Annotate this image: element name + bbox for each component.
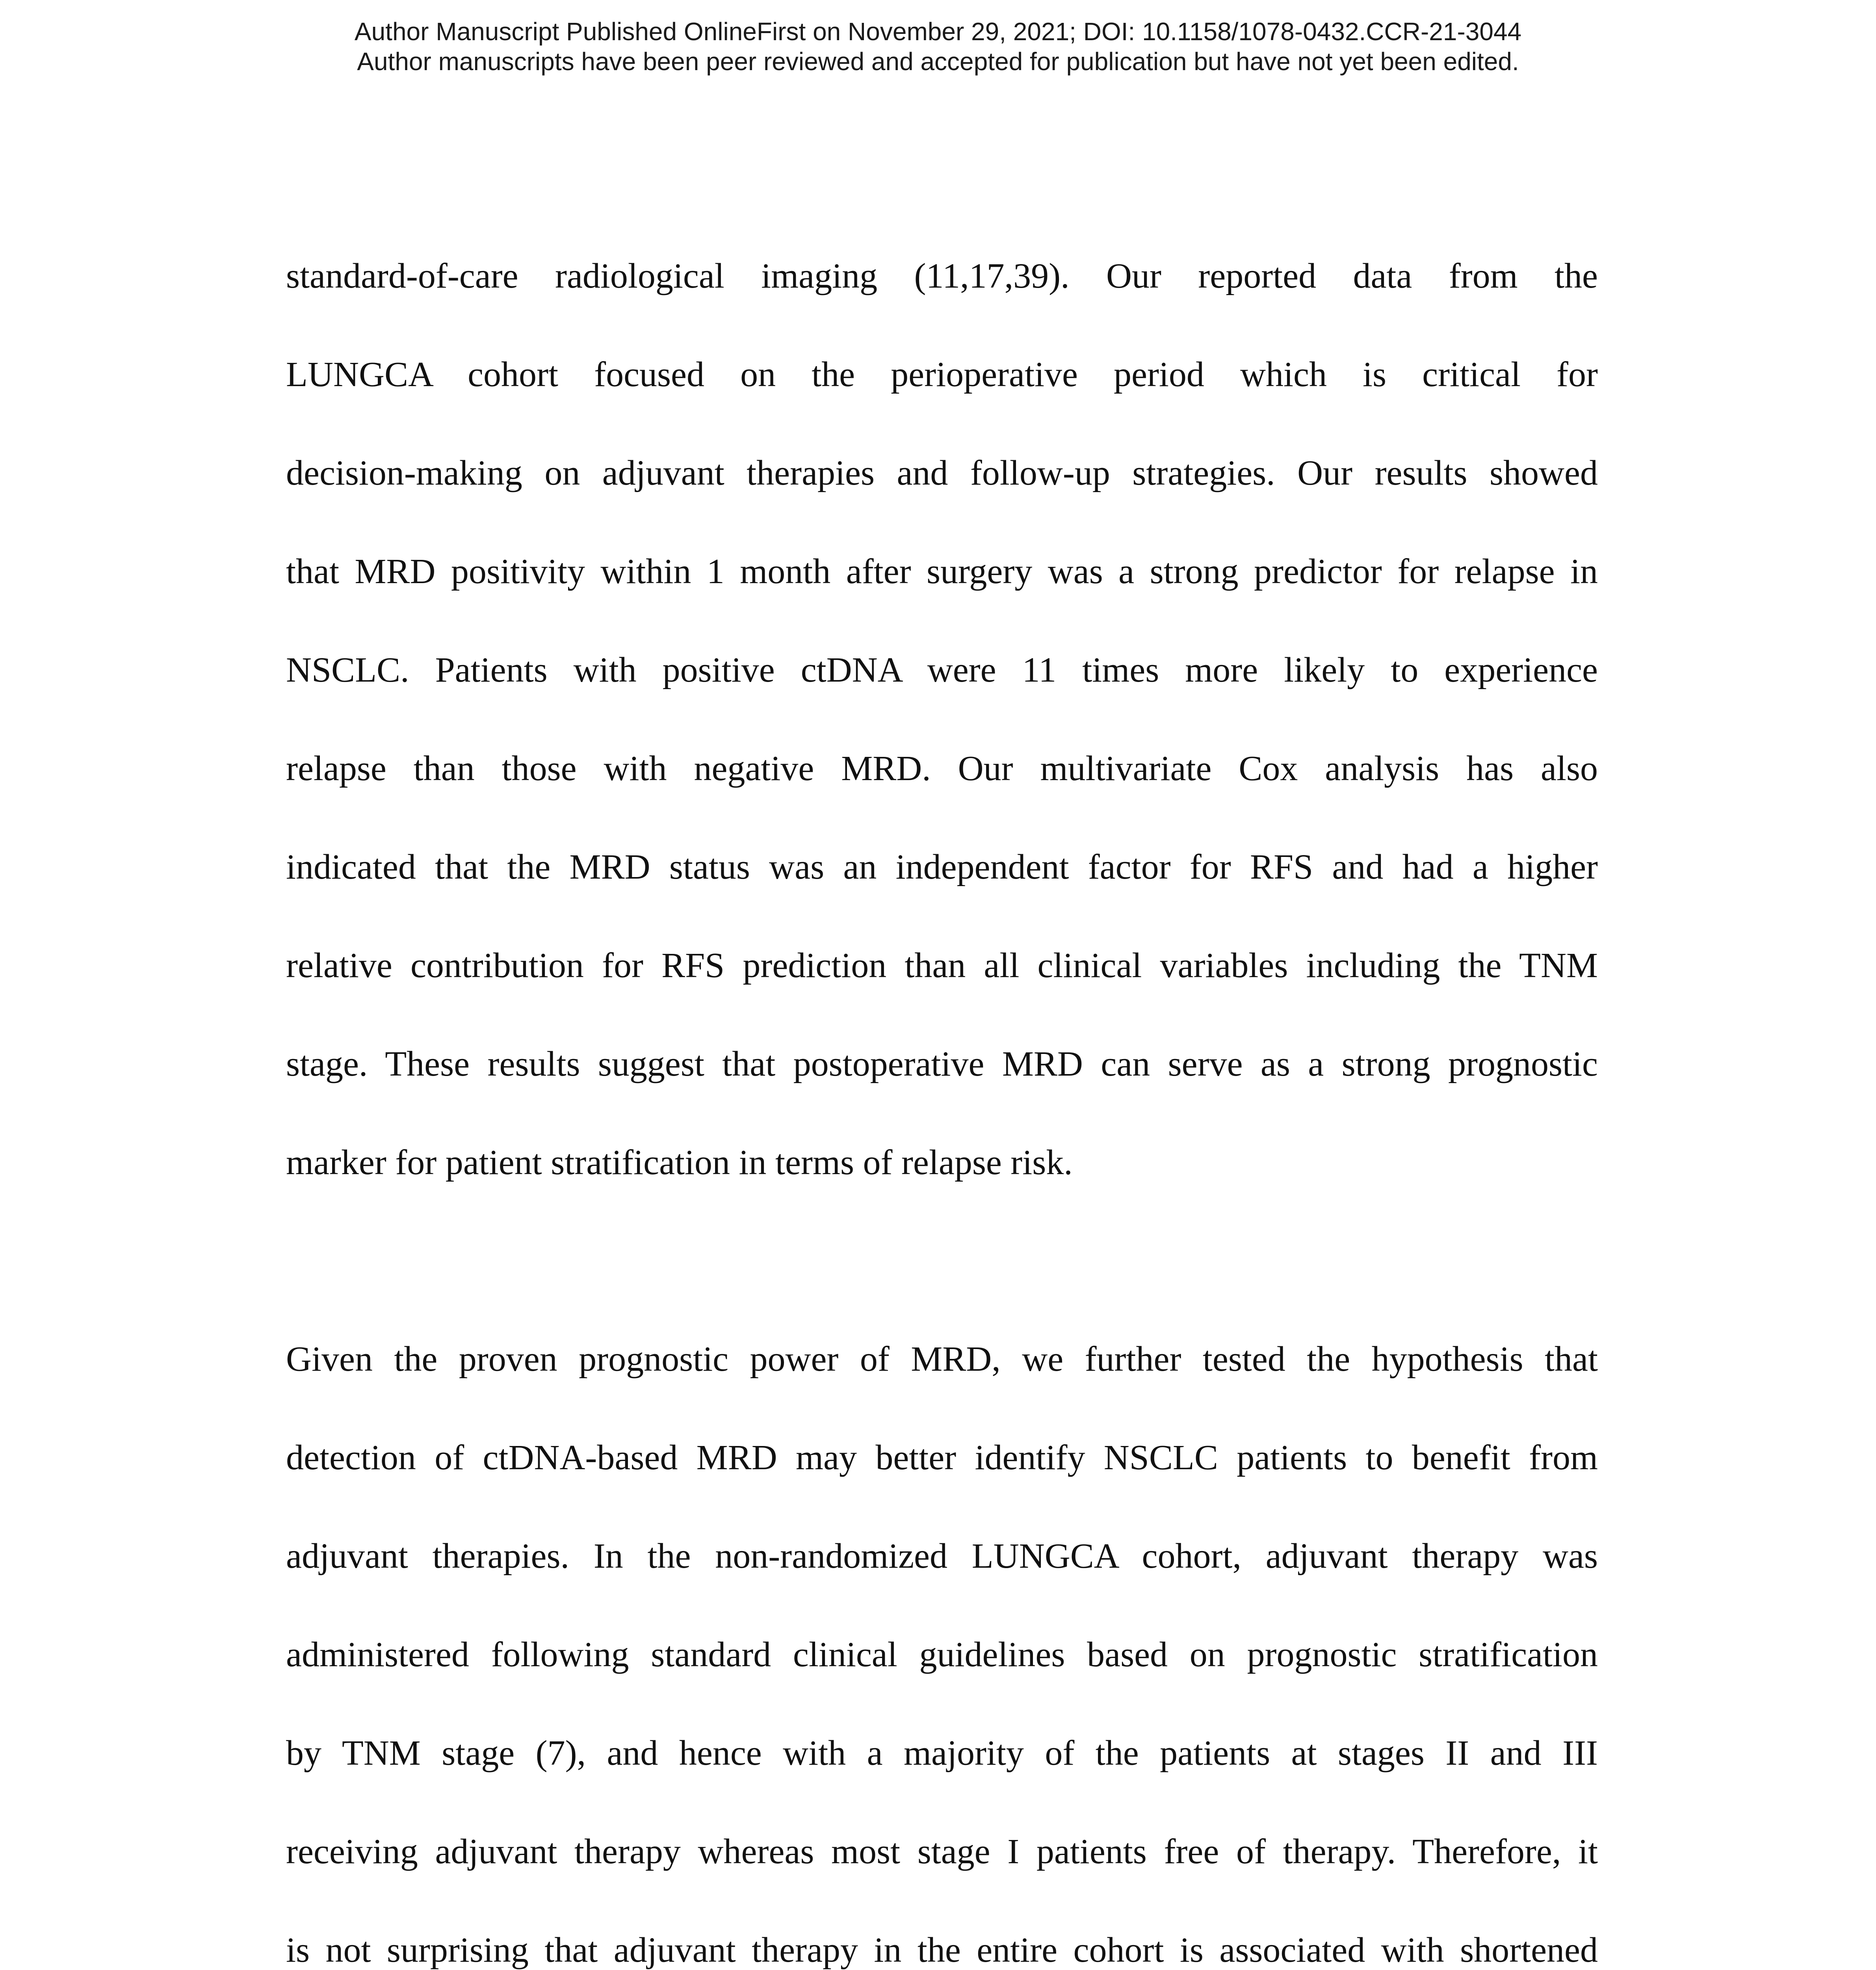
manuscript-header — [0, 17, 1876, 76]
text-line: marker for patient stratification in terms of relapse risk. — [286, 1143, 1073, 1182]
text-line: indicated that the MRD status was an independent factor for RFS and had a higher — [286, 847, 1598, 886]
text-line: administered following standard clinical guidelines based on prognostic stratification — [286, 1635, 1598, 1674]
header-line-review-note: Author manuscripts have been peer reviewed and accepted for publication but have not yet been edited. — [357, 47, 1519, 76]
text-line: adjuvant therapies. In the non-randomized LUNGCA cohort, adjuvant therapy was — [286, 1537, 1598, 1576]
text-line: NSCLC. Patients with positive ctDNA were 11 times more likely to experience — [286, 650, 1598, 690]
header-line-publication: Author Manuscript Published OnlineFirst on November 29, 2021; DOI: 10.1158/1078-0432.CCR-21-3044 — [354, 17, 1522, 46]
text-line: relative contribution for RFS prediction than all clinical variables including the TNM — [286, 946, 1598, 985]
text-line: stage. These results suggest that postoperative MRD can serve as a strong prognostic — [286, 1044, 1598, 1084]
text-line: standard-of-care radiological imaging (11,17,39). Our reported data from the — [286, 256, 1598, 296]
text-line: that MRD positivity within 1 month after surgery was a strong predictor for relapse in — [286, 552, 1598, 591]
text-line: relapse than those with negative MRD. Our multivariate Cox analysis has also — [286, 749, 1598, 788]
text-line: receiving adjuvant therapy whereas most stage I patients free of therapy. Therefore, it — [286, 1832, 1598, 1871]
text-line: detection of ctDNA-based MRD may better identify NSCLC patients to benefit from — [286, 1438, 1598, 1477]
text-line: Given the proven prognostic power of MRD, we further tested the hypothesis that — [286, 1340, 1598, 1379]
text-line: by TNM stage (7), and hence with a majority of the patients at stages II and III — [286, 1734, 1598, 1773]
text-line: is not surprising that adjuvant therapy in the entire cohort is associated with shortened — [286, 1931, 1598, 1970]
text-line: decision-making on adjuvant therapies and follow-up strategies. Our results showed — [286, 453, 1598, 492]
text-line: LUNGCA cohort focused on the perioperative period which is critical for — [286, 355, 1598, 394]
